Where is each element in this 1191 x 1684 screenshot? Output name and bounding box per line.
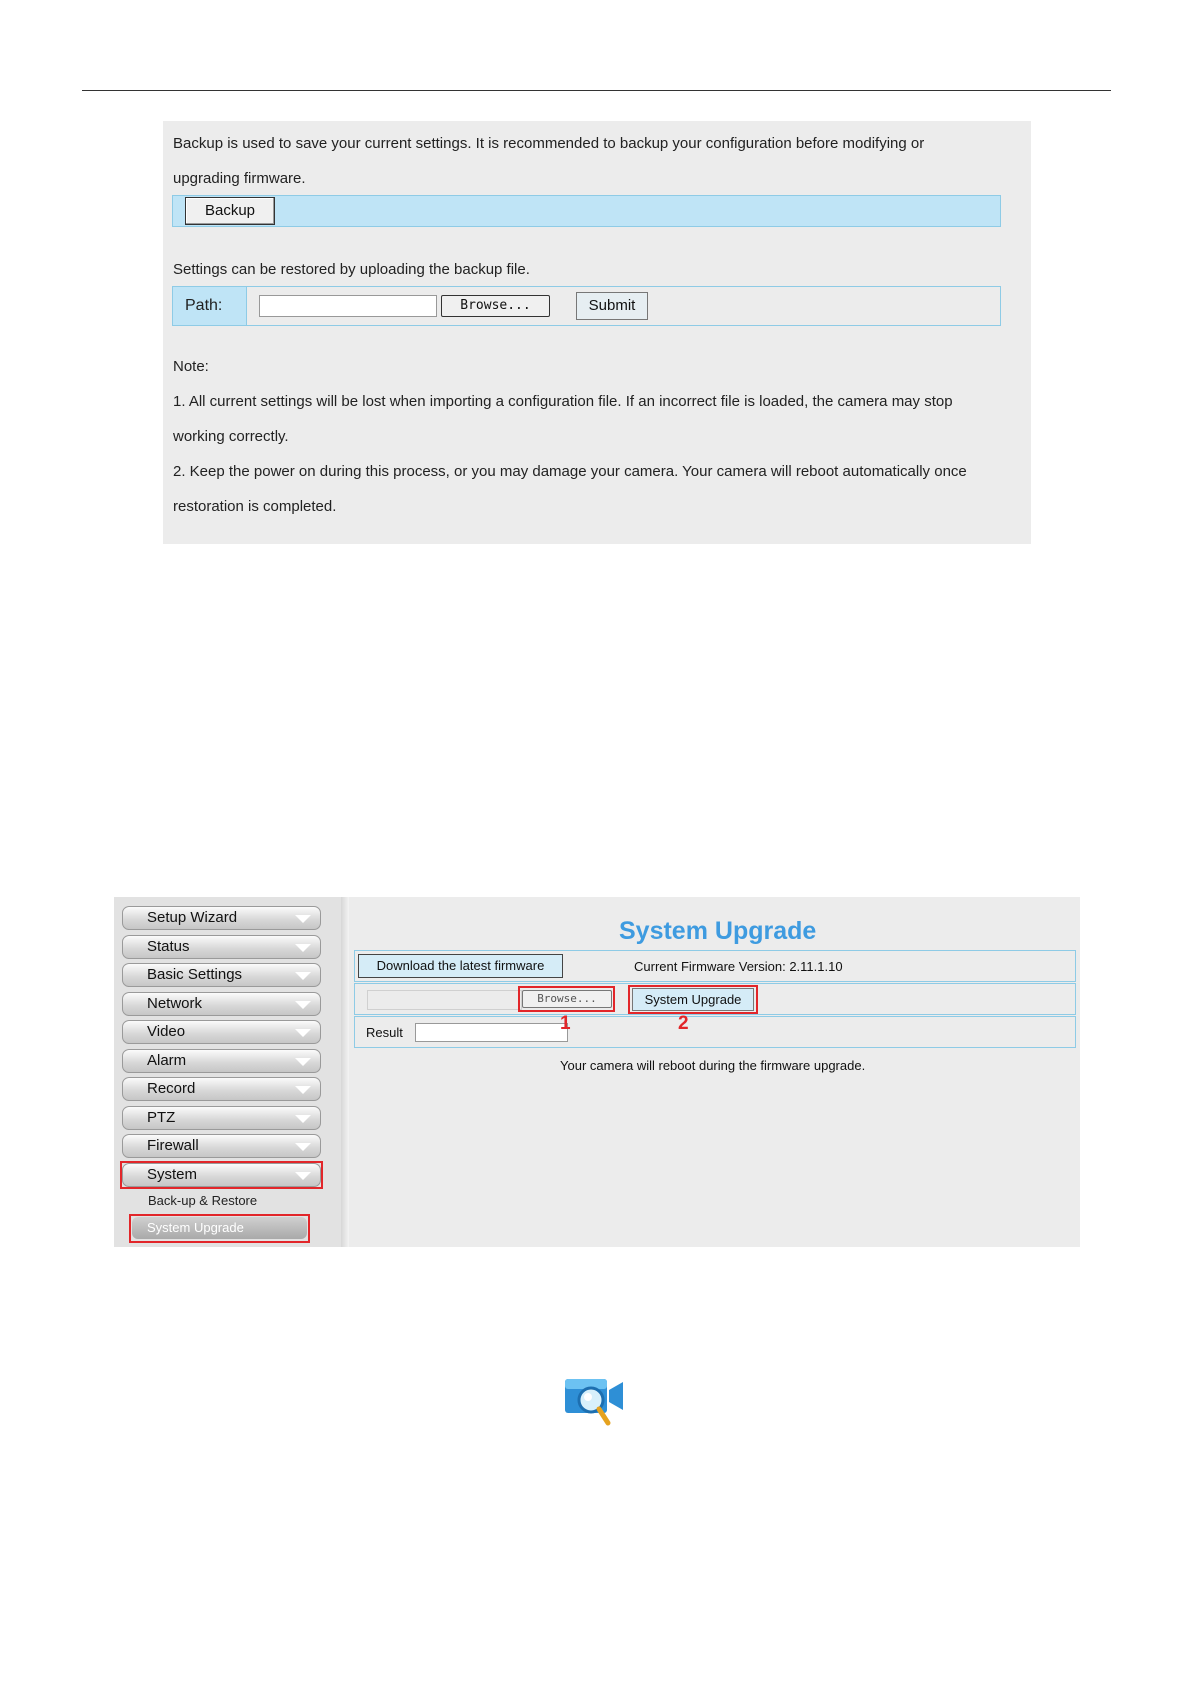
result-label: Result — [366, 1025, 403, 1040]
backup-intro-line1: Backup is used to save your current settings. It is recommended to backup your configuration before modifying or — [173, 135, 925, 152]
sidebar-item-ptz[interactable] — [122, 1106, 321, 1130]
sidebar-item-label: Status — [147, 938, 190, 955]
sidebar-item-alarm[interactable] — [122, 1049, 321, 1073]
backup-bar — [172, 195, 1001, 227]
sidebar-item-label: Setup Wizard — [147, 909, 238, 926]
note-title: Note: — [173, 358, 209, 375]
sidebar-item-label: Basic Settings — [147, 966, 243, 983]
sidebar-subitem-system-upgrade[interactable]: System Upgrade — [132, 1217, 307, 1239]
system-upgrade-highlight-box — [129, 1214, 310, 1243]
chevron-down-icon — [295, 1058, 311, 1066]
sidebar-item-setup-wizard[interactable] — [122, 906, 321, 930]
note2-line1: 2. Keep the power on during this process, or you may damage your camera. Your camera will reboot automatically once — [173, 463, 967, 480]
submit-button[interactable]: Submit — [576, 292, 648, 320]
step-marker-1: 1 — [560, 1013, 571, 1034]
note2-line2: restoration is completed. — [173, 498, 337, 515]
sidebar-subitem-backup-restore[interactable]: Back-up & Restore — [148, 1193, 258, 1208]
backup-intro-line2: upgrading firmware. — [173, 170, 306, 187]
backup-button[interactable]: Backup — [185, 197, 275, 225]
firmware-browse-button[interactable]: Browse... — [522, 990, 612, 1008]
restore-path-row — [172, 286, 1001, 326]
sidebar — [114, 897, 341, 1247]
chevron-down-icon — [295, 1001, 311, 1009]
system-highlight-box — [120, 1161, 323, 1189]
chevron-down-icon — [295, 1029, 311, 1037]
firmware-file-input[interactable] — [367, 990, 522, 1010]
backup-restore-panel — [163, 121, 1031, 544]
upgrade-row — [354, 983, 1076, 1015]
sidebar-item-label: Firewall — [147, 1137, 199, 1154]
sidebar-item-basic-settings[interactable] — [122, 963, 321, 987]
upgrade-highlight-box — [628, 985, 758, 1014]
browse-highlight-box — [518, 986, 615, 1012]
download-firmware-button[interactable]: Download the latest firmware — [358, 954, 563, 978]
note1-line1: 1. All current settings will be lost when importing a configuration file. If an incorrect file is loaded, the camera may stop — [173, 393, 953, 410]
sidebar-item-label: Record — [147, 1080, 196, 1097]
result-row — [354, 1016, 1076, 1048]
sidebar-item-label: Network — [147, 995, 203, 1012]
firmware-version: Current Firmware Version: 2.11.1.10 — [634, 959, 843, 974]
sidebar-item-status[interactable] — [122, 935, 321, 959]
chevron-down-icon — [295, 972, 311, 980]
system-upgrade-button[interactable]: System Upgrade — [632, 988, 754, 1011]
path-label: Path: — [173, 287, 247, 325]
browse-button[interactable]: Browse... — [441, 295, 550, 317]
sidebar-item-label: PTZ — [147, 1109, 176, 1126]
result-field — [415, 1023, 568, 1042]
reboot-note: Your camera will reboot during the firmware upgrade. — [560, 1058, 866, 1073]
sidebar-item-label: Video — [147, 1023, 186, 1040]
sidebar-item-label: System — [147, 1166, 198, 1183]
sidebar-item-record[interactable] — [122, 1077, 321, 1101]
sidebar-item-video[interactable] — [122, 1020, 321, 1044]
camera-search-icon — [563, 1376, 625, 1428]
sidebar-item-firewall[interactable] — [122, 1134, 321, 1158]
chevron-down-icon — [295, 1143, 311, 1151]
note1-line2: working correctly. — [173, 428, 289, 445]
step-marker-2: 2 — [678, 1013, 689, 1034]
sidebar-separator — [341, 897, 349, 1247]
path-input[interactable] — [259, 295, 437, 317]
header-rule — [82, 90, 1111, 91]
download-row — [354, 950, 1076, 982]
sidebar-item-label: Alarm — [147, 1052, 187, 1069]
chevron-down-icon — [295, 915, 311, 923]
page-title: System Upgrade — [619, 917, 817, 945]
chevron-down-icon — [295, 944, 311, 952]
sidebar-item-network[interactable] — [122, 992, 321, 1016]
chevron-down-icon — [295, 1115, 311, 1123]
chevron-down-icon — [295, 1086, 311, 1094]
system-upgrade-screenshot — [114, 897, 1080, 1247]
restore-text: Settings can be restored by uploading the backup file. — [173, 261, 530, 278]
